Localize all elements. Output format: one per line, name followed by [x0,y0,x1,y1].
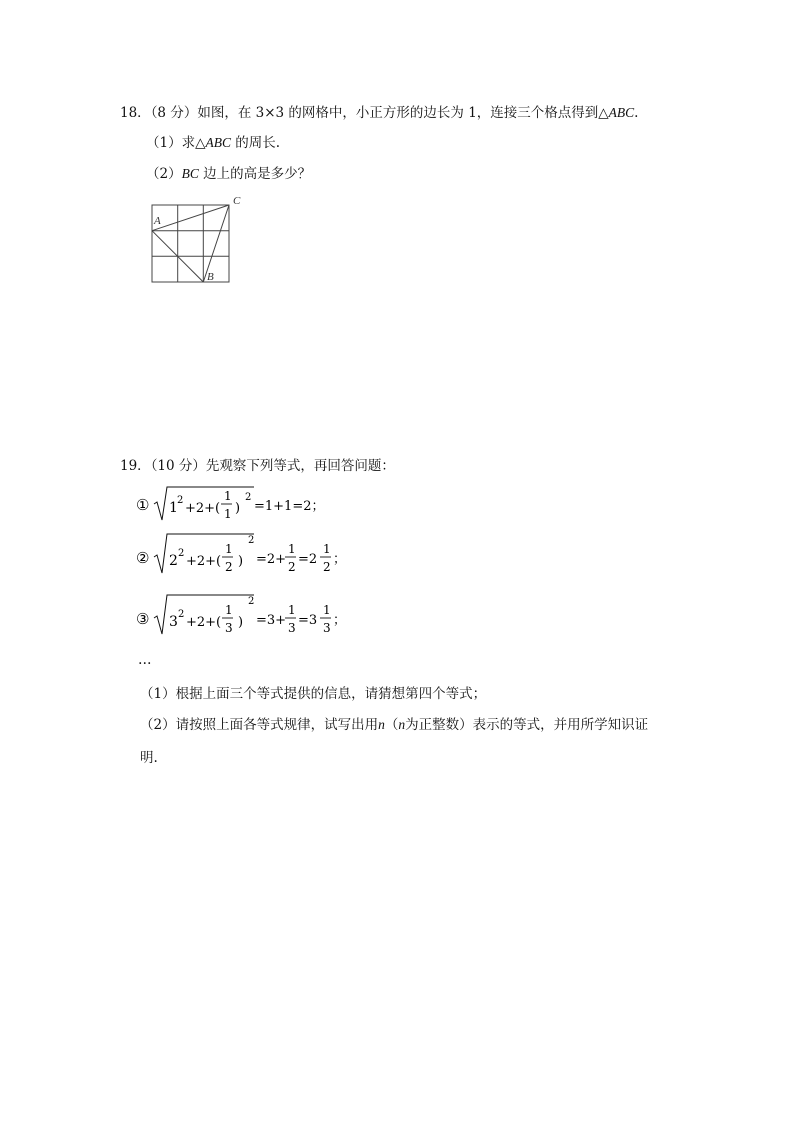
equation-3-rhs-den: 3 [288,621,296,635]
equation-3-outer-sq: 2 [248,596,255,607]
equation-1-marker: ① [136,496,150,514]
equation-2-rhs-den2: 2 [323,560,331,574]
equation-1-base: 1 [169,500,178,516]
triangle-abc [152,205,229,282]
equation-2-plus2: +2+( [186,554,222,569]
equation-3-rhs-num2: 1 [323,603,331,617]
equation-3-plus2: +2+( [186,615,222,630]
equation-2-marker: ② [136,549,150,567]
q19-part2-end: 明. [140,750,158,766]
equation-1-frac-den: 1 [224,507,232,521]
equation-3-rhs-b: =3 [298,613,318,628]
equation-2-frac-den: 2 [225,560,233,574]
q18-score: （8 分） [150,105,198,121]
equation-2-rhs-end: ； [333,552,347,567]
equation-3-close: ) [238,615,244,630]
equation-1-sq: 2 [177,495,184,506]
equation-2-rhs-num: 1 [288,542,296,556]
equation-2-sq: 2 [178,548,185,559]
equation-3-rhs-den2: 3 [323,621,331,635]
equation-1-plus2: +2+( [185,501,221,516]
equation-3-rhs-a: =3+ [256,613,287,628]
grid-triangle-figure [148,193,248,285]
equation-3-rhs-num: 1 [288,603,296,617]
label-b: B [207,271,214,283]
q19-part2-paren: （ [384,717,399,733]
q19-part1: （1）根据上面三个等式提供的信息，请猜想第四个等式； [140,686,487,702]
q19-score: （10 分） [150,458,206,474]
equation-2-rhs-den: 2 [288,560,296,574]
equation-3-frac-num: 1 [225,603,233,617]
q18-part1-abc: ABC [205,135,231,150]
equation-2-rhs-a: =2+ [256,552,287,567]
equation-1-outer-sq: 2 [245,492,252,503]
equation-1-rhs: =1+1=2； [254,499,325,514]
q19-number: 19． [120,458,151,474]
equation-2-base: 2 [169,553,178,569]
grid-lines [152,205,229,282]
q18-stem [120,104,638,122]
q18-part2-prefix: （2） [146,166,182,182]
side-ac [152,205,229,231]
equation-3 [136,592,356,642]
q19-part2-n: n [378,717,385,732]
equation-2-frac-num: 1 [225,542,233,556]
equation-2-rhs-num2: 1 [323,542,331,556]
q18-part2-suffix: 边上的高是多少？ [198,166,312,182]
q19-stem [120,457,395,475]
q19-part2-n2: n [398,717,406,732]
q18-stem-end: . [634,105,639,121]
q19-part2-prefix: （2）请按照上面各等式规律，试写出用 [140,717,379,733]
equation-2-outer-sq: 2 [248,535,255,546]
q18-part1-suffix: 的周长. [230,135,281,151]
q19-stem-text: 先观察下列等式，再回答问题： [205,458,395,474]
equation-1-frac-num: 1 [224,489,232,503]
q19-part2 [140,716,648,734]
q18-stem-text: 如图，在 3×3 的网格中，小正方形的边长为 1，连接三个格点得到△ [197,105,609,121]
q19-part2-mid: 为正整数）表示的等式，并用所学知识证 [405,717,649,733]
q18-part1 [146,134,280,152]
q18-number: 18． [120,105,151,121]
equation-2 [136,531,356,581]
equation-2-rhs-b: =2 [298,552,318,567]
q18-part2 [146,165,311,183]
equation-3-sq: 2 [178,609,185,620]
q19-ellipsis: … [138,652,152,668]
equation-1-close: ) [235,501,241,516]
q18-part1-prefix: （1）求△ [146,135,206,151]
label-c: C [233,195,241,207]
equation-2-close: ) [238,554,244,569]
q18-stem-abc: ABC [608,105,635,120]
equation-1 [136,480,356,530]
equation-3-marker: ③ [136,610,150,628]
equation-3-base: 3 [169,614,178,630]
q18-part2-bc: BC [181,166,199,181]
equation-3-frac-den: 3 [225,621,233,635]
label-a: A [154,215,161,227]
equation-3-rhs-end: ； [333,613,347,628]
